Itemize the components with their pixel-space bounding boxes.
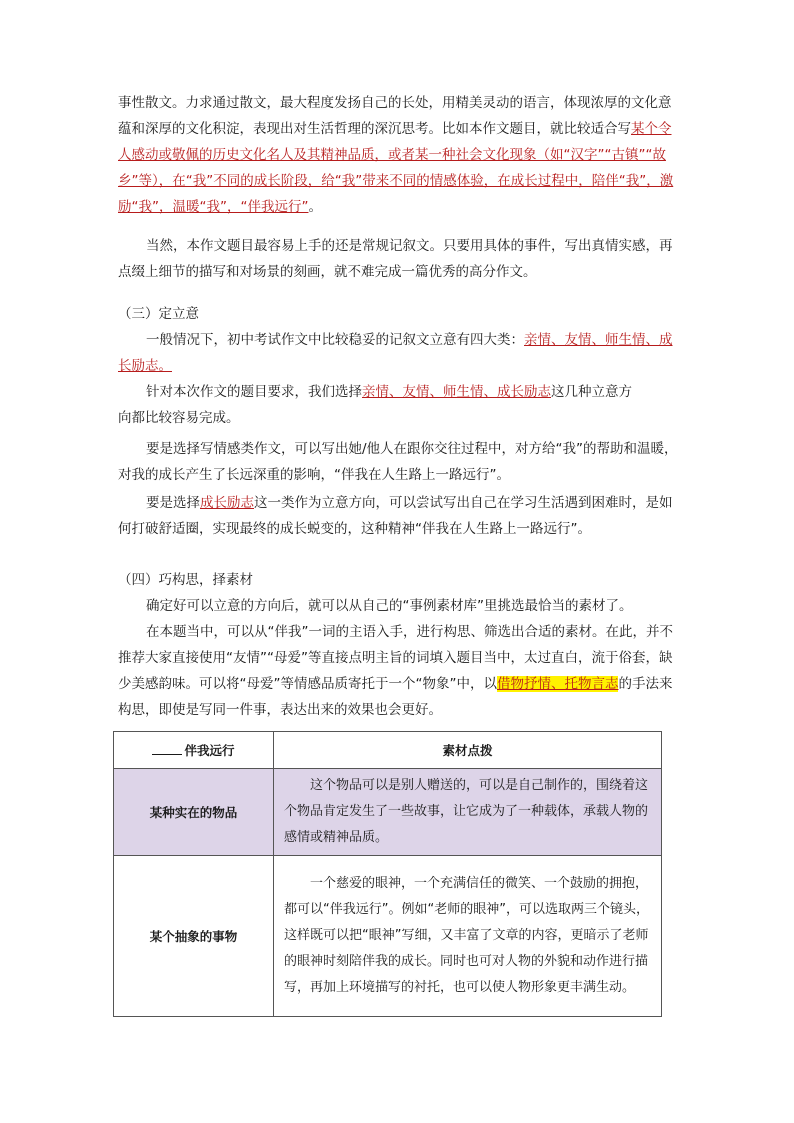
table-row — [114, 769, 662, 856]
section-heading-material: （四）巧构思，择素材 — [118, 572, 253, 588]
text-run: 这几种立意方向都比较容易完成。 — [118, 384, 632, 426]
section-heading-theme: （三）定立意 — [118, 306, 199, 322]
table-header-row — [114, 732, 662, 769]
emphasis-text: 亲情、友情、师生情、成长励志 — [362, 384, 551, 400]
row-text: 这个物品可以是别人赠送的，可以是自己制作的，围绕着这个物品肯定发生了一些故事，让它成为了一种载体，承载人物的感情或精神品质。 — [274, 769, 662, 856]
material-table — [113, 731, 662, 1017]
text-run: 事性散文。力求通过散文，最大程度发扬自己的长处，用精美灵动的语言，体现浓厚的文化意蕴和深厚的文化积淀，表现出对生活哲理的深沉思考。比如本作文题目，就比较适合写 — [118, 95, 672, 137]
emphasis-text: 成长励志 — [200, 495, 254, 511]
table-header-topic — [114, 732, 274, 769]
paragraph-growth-type — [118, 490, 678, 542]
text-run: 。 — [308, 199, 322, 215]
text-run: 在本题当中，可以从“伴我”一词的主语入手，进行构思、筛选出合适的素材。在此，并不推荐大家直接使用“友情”“母爱”等直接点明主旨的词填入题目当中，太过直白，流于俗套，缺少美感韵味。可以将“母爱”等情感品质寄托于一个“物象”中，以 — [118, 624, 673, 692]
blank-underline — [152, 742, 182, 755]
paragraph-essay-type — [118, 90, 678, 220]
paragraph-narrative: 当然，本作文题目最容易上手的还是常规记叙文。只要用具体的事件，写出真情实感，再点缀上细节的描写和对场景的刻画，就不难完成一篇优秀的高分作文。 — [118, 238, 673, 280]
emphasis-text: 亲情、友情、师生情、成长励志。 — [118, 332, 673, 374]
paragraph-emotion-type: 要是选择写情感类作文，可以写出她/他人在跟你交往过程中，对方给“我”的帮助和温暖，对我的成长产生了长远深重的影响，“伴我在人生路上一路远行”。 — [118, 441, 678, 483]
text-run: 一般情况下，初中考试作文中比较稳妥的记叙文立意有四大类： — [146, 332, 524, 348]
table-header-guide: 素材点拨 — [274, 732, 662, 769]
row-text: 一个慈爱的眼神，一个充满信任的微笑、一个鼓励的拥抱，都可以“伴我远行”。例如“老师的眼神”，可以选取两三个镜头，这样既可以把“眼神”写细，又丰富了文章的内容，更暗示了老师的眼神时刻陪伴我的成长。同时也可对人物的外貌和动作进行描写，再加上环境描写的衬托，也可以使人物形象更丰满生动。 — [274, 856, 662, 1017]
text-run: 的手法来构思，即使是写同一件事，表达出来的效果也会更好。 — [118, 676, 673, 718]
row-label: 某个抽象的事物 — [114, 856, 274, 1017]
header-label: 伴我远行 — [184, 743, 235, 758]
paragraph-theme-intro — [118, 327, 678, 379]
row-label: 某种实在的物品 — [114, 769, 274, 856]
emphasis-text: 某个令人感动或敬佩的历史文化名人及其精神品质，或者某一种社会文化现象（如“汉字”“古镇”“故乡”等），在“我”不同的成长阶段，给“我”带来不同的情感体验，在成长过程中，陪伴“我”，激励“我”，温暖“我”，“伴我远行” — [118, 121, 674, 215]
text-run: 要是选择 — [146, 495, 200, 511]
paragraph-material-intro: 确定好可以立意的方向后，就可以从自己的“事例素材库”里挑选最恰当的素材了。 — [146, 598, 633, 614]
text-run: 针对本次作文的题目要求，我们选择 — [146, 384, 362, 400]
highlight-text: 借物抒情、托物言志 — [496, 676, 619, 692]
paragraph-material-method — [118, 619, 678, 723]
table-row — [114, 856, 662, 1017]
text-run: 这一类作为立意方向，可以尝试写出自己在学习生活遇到困难时，是如何打破舒适圈，实现最终的成长蜕变的，这种精神“伴我在人生路上一路远行”。 — [118, 495, 673, 537]
paragraph-theme-choice — [118, 379, 638, 431]
